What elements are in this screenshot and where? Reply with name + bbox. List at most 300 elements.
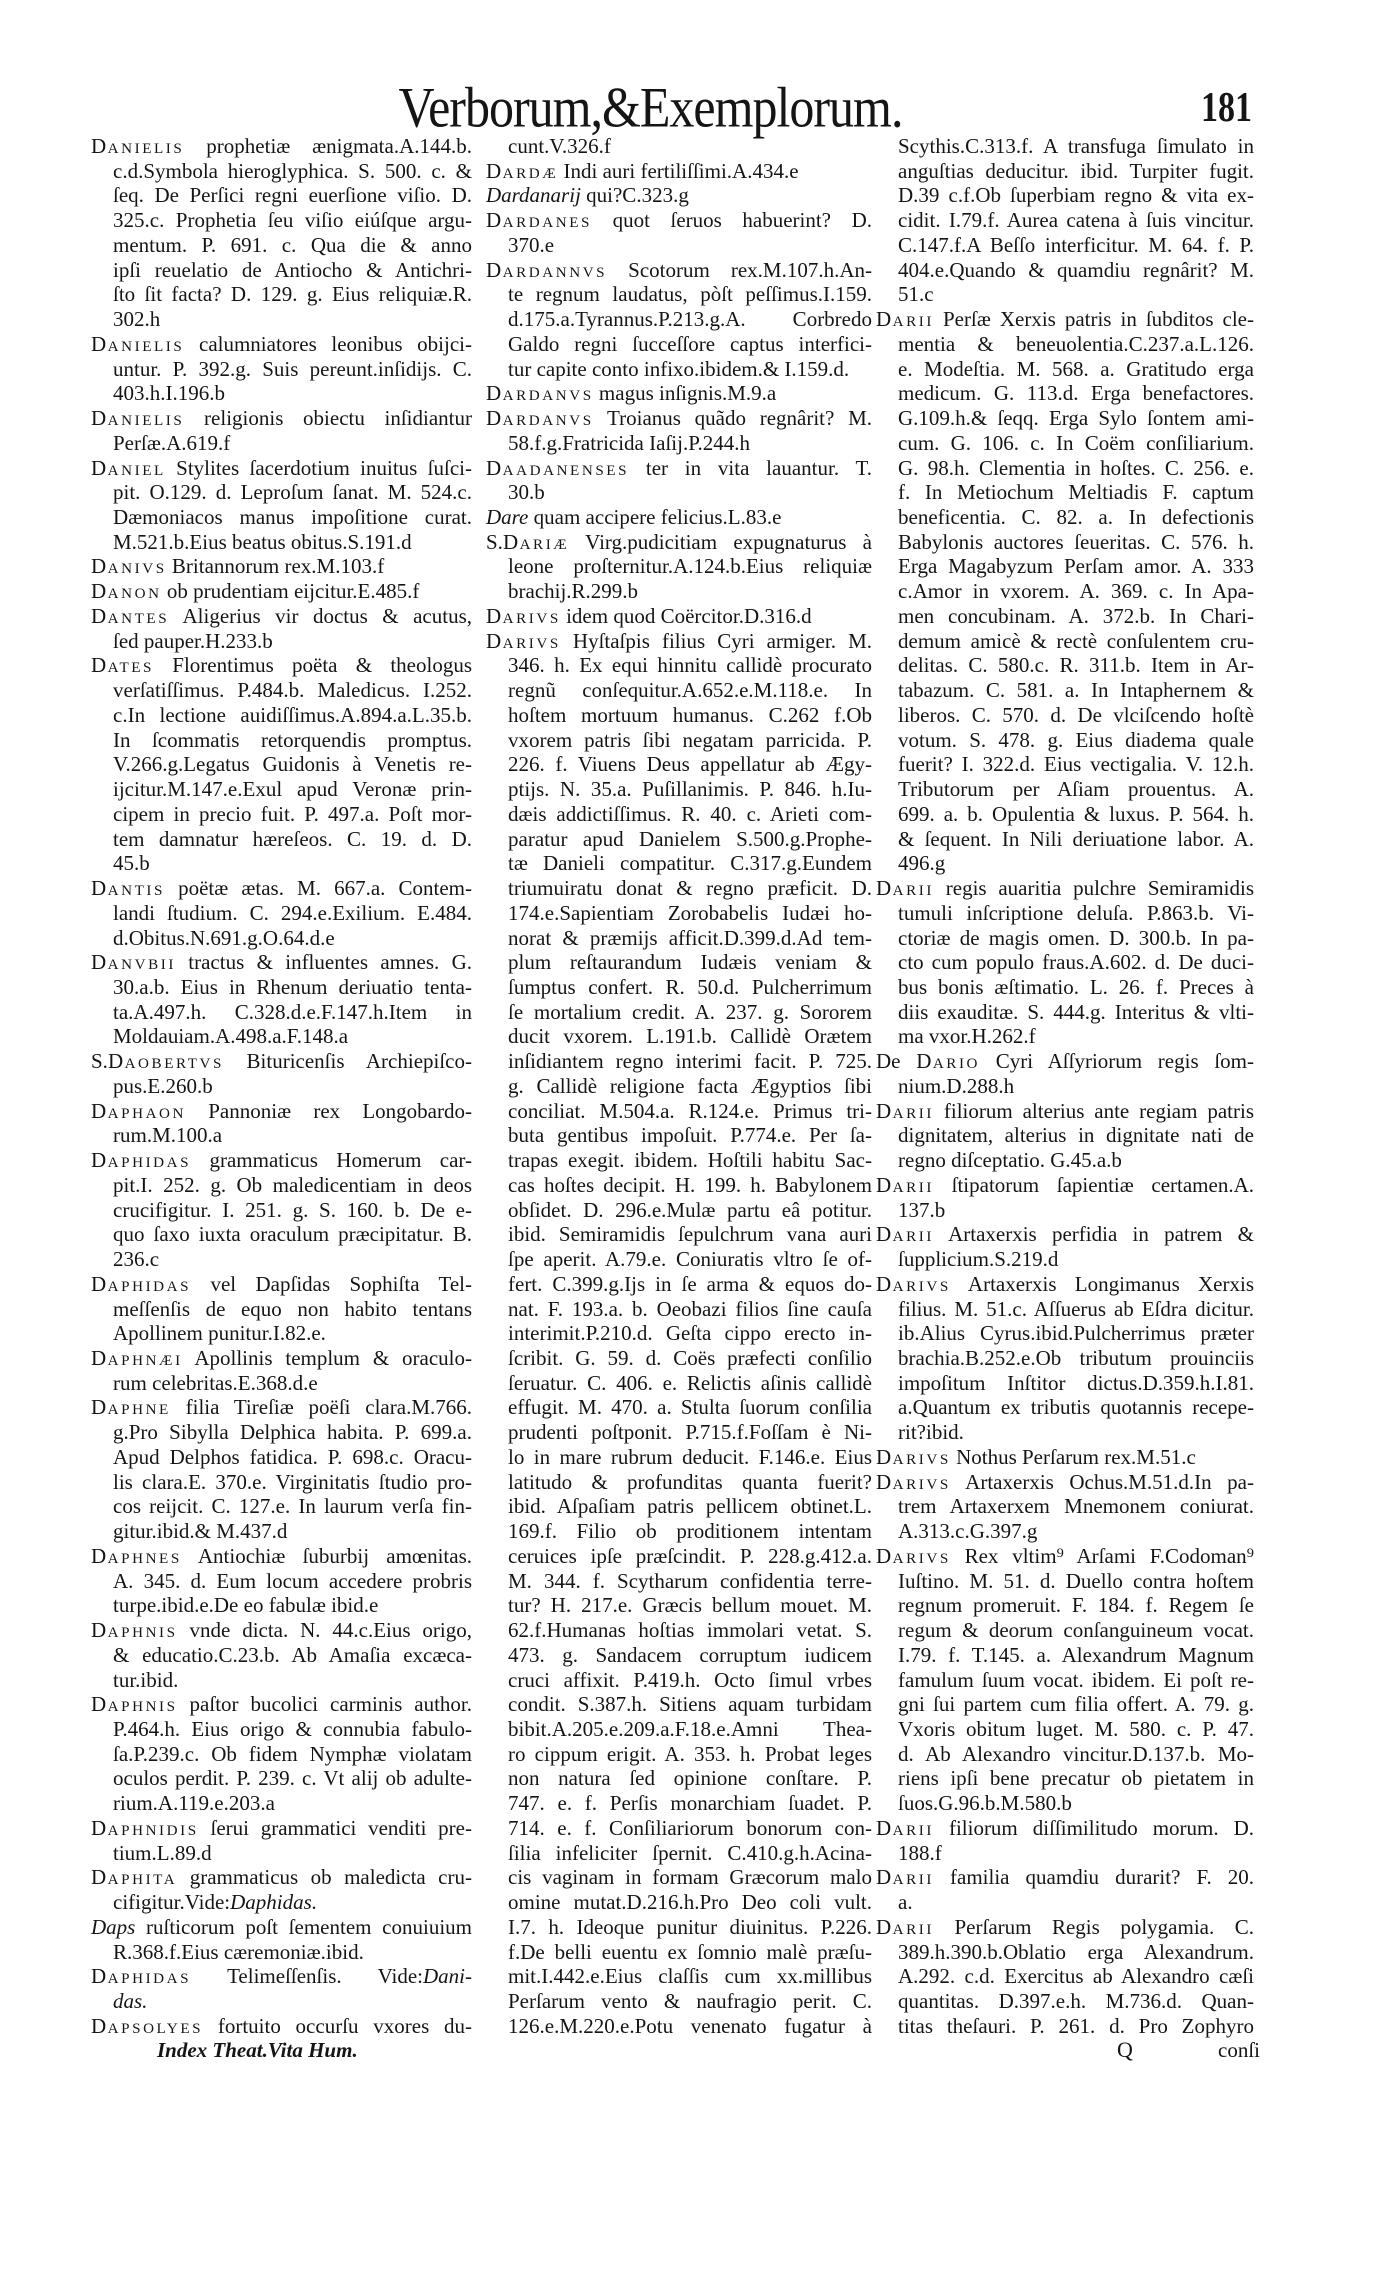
headword: DARDANNVS <box>486 257 608 282</box>
entry-line <box>876 678 1254 703</box>
entry-line-text: DANTIS poëtæ ætas. M. 667.a. Contem- <box>91 876 472 901</box>
entry-line <box>486 1346 872 1371</box>
headword: DANTES <box>91 603 170 628</box>
entry-line <box>876 1766 1254 1791</box>
entry-line-text: DARIVS Hyſtaſpis filius Cyri armiger. M. <box>486 628 872 653</box>
entry-line <box>91 1816 472 1841</box>
entry-line <box>91 183 472 208</box>
entry-line <box>486 1964 872 1989</box>
entry-line-text: filius. M. 51.c. Aſſuerus ab Eſdra dicitur. <box>898 1296 1254 1321</box>
entry-line-text: lis clara.E. 370.e. Virginitatis ſtudio pro- <box>113 1469 472 1494</box>
index-entry <box>91 1049 472 1098</box>
entry-line-text: DAPHNIDIS ſerui grammatici venditi pre- <box>91 1815 472 1840</box>
entry-line <box>876 1717 1254 1742</box>
entry-line-text: rit?ibid. <box>898 1420 964 1445</box>
index-entry <box>486 629 872 2039</box>
entry-line <box>486 1024 872 1049</box>
headword-small-caps: ARII <box>892 314 934 331</box>
entry-line-text: & educatio.C.23.b. Ab Amaſia excæca- <box>113 1642 472 1667</box>
entry-line <box>486 431 872 456</box>
index-entry <box>876 1272 1254 1445</box>
entry-line <box>486 406 872 431</box>
entry-line <box>876 1544 1254 1569</box>
entry-line-text: regno diſceptatio. G.45.a.b <box>898 1148 1122 1173</box>
entry-line <box>91 1940 472 1965</box>
entry-line <box>876 752 1254 777</box>
index-entry <box>486 159 872 184</box>
entry-line <box>91 282 472 307</box>
entry-line <box>486 1865 872 1890</box>
headword: DAPHIDAS <box>91 1964 192 1989</box>
headword-small-caps: APHNES <box>107 1550 182 1567</box>
headword-small-caps: ARII <box>892 1229 934 1246</box>
entry-line <box>876 1940 1254 1965</box>
headword-small-caps: ANIELIS <box>107 413 185 430</box>
entry-line <box>876 1445 1254 1470</box>
index-entry <box>91 1544 472 1618</box>
entry-line <box>91 926 472 951</box>
entry-line-text: 747. e. f. Perſis monarchiam ſuadet. P. <box>508 1791 872 1816</box>
entry-line-text: 62.f.Humanas hoſtias immolari vetat. S. <box>508 1618 872 1643</box>
entry-line <box>91 1470 472 1495</box>
headword: DATES <box>91 653 155 678</box>
entry-line-text: brachia.B.252.e.Ob tributum prouinciis <box>898 1345 1254 1370</box>
entry-line <box>91 554 472 579</box>
entry-line <box>91 505 472 530</box>
entry-line <box>876 1890 1254 1915</box>
entry-line-text: liberos. C. 570. d. De vlciſcendo hoſtè <box>898 702 1254 727</box>
index-entry <box>91 2014 472 2039</box>
headword-small-caps: APSOLYES <box>107 2020 204 2037</box>
entry-line <box>876 1470 1254 1495</box>
entry-line-text: brachij.R.299.b <box>508 579 639 604</box>
entry-line-text: cum. G. 106. c. In Coëm conſiliarium. <box>898 430 1254 455</box>
index-entry <box>486 134 872 159</box>
entry-line-text: S.DARIÆ Virg.pudicitiam expugnaturus à <box>486 529 872 554</box>
entry-line-text: cipem in precio fuit. P. 497.a. Poſt mor- <box>113 801 472 826</box>
entry-line <box>876 1519 1254 1544</box>
entry-line <box>876 1272 1254 1297</box>
entry-line <box>876 1321 1254 1346</box>
entry-line <box>91 1049 472 1074</box>
entry-line-text: DARDÆ Indi auri fertiliſſimi.A.434.e <box>486 158 799 183</box>
italic-term: Daps <box>91 1914 136 1939</box>
entry-line <box>486 332 872 357</box>
index-entry <box>486 604 872 629</box>
entry-line <box>876 876 1254 901</box>
entry-line-text: Apud Delphos fatidica. P. 698.c. Oracu- <box>113 1444 472 1469</box>
entry-line <box>91 456 472 481</box>
entry-line-text: 302.h <box>113 307 161 332</box>
entry-line-text: ſilia infeliciter ſpernit. C.410.g.h.Acina- <box>508 1840 872 1865</box>
index-entry <box>486 381 872 406</box>
entry-line <box>486 1420 872 1445</box>
headword-small-caps: ARDANVS <box>502 388 594 405</box>
entry-line <box>91 1198 472 1223</box>
entry-line-text <box>113 1989 147 2013</box>
entry-line <box>486 827 872 852</box>
entry-line-text: f. In Metiochum Meltiadis F. captum <box>898 480 1254 505</box>
entry-line-text: Babylonis auctores ſeueritas. C. 576. h. <box>898 529 1254 554</box>
headword: DAPHNIDIS <box>91 1815 199 1840</box>
index-entry <box>91 1692 472 1816</box>
headword-small-caps: ARIVS <box>892 1550 951 1567</box>
entry-line <box>486 728 872 753</box>
headword: DAPHIDAS <box>91 1271 192 1296</box>
headword: DANTIS <box>91 876 165 901</box>
entry-line <box>91 1272 472 1297</box>
entry-line-text: DAPHIDAS vel Dapſidas Sophiſta Tel- <box>91 1271 472 1296</box>
headword-small-caps: APHNÆI <box>107 1352 183 1369</box>
entry-line-text: DARII Artaxerxis perfidia in patrem & <box>876 1222 1254 1247</box>
entry-line <box>876 431 1254 456</box>
entry-line <box>486 777 872 802</box>
index-entry <box>91 579 472 604</box>
entry-line-text: rium.A.119.e.203.a <box>113 1791 275 1816</box>
entry-line-text: turpe.ibid.e.De eo fabulæ ibid.e <box>113 1593 379 1618</box>
entry-line-text: regnũ conſequitur.A.652.e.M.118.e. In <box>508 678 872 703</box>
entry-line <box>91 258 472 283</box>
entry-line <box>91 1000 472 1025</box>
entry-line-text: DANIELIS prophetiæ ænigmata.A.144.b. <box>91 134 472 158</box>
entry-line-text: ma vxor.H.262.f <box>898 1024 1036 1049</box>
entry-line-text: tæ Danieli compatitur. C.317.g.Eundem <box>508 851 872 876</box>
entry-line-text: Galdo regni ſucceſſore captus interfici- <box>508 331 872 356</box>
entry-line <box>486 480 872 505</box>
headword: DANIELIS <box>91 331 185 356</box>
entry-line <box>486 233 872 258</box>
entry-line <box>486 1148 872 1173</box>
entry-line <box>486 1173 872 1198</box>
entry-line <box>91 233 472 258</box>
entry-line <box>91 1717 472 1742</box>
entry-line <box>91 406 472 431</box>
entry-line-text: 169.f. Filio ob proditionem intentam <box>508 1519 872 1544</box>
entry-line <box>486 629 872 654</box>
entry-line <box>876 1000 1254 1025</box>
entry-line-text: fuerit? I. 322.d. Eius vectigalia. V. 12.h. <box>898 752 1254 777</box>
entry-line <box>876 703 1254 728</box>
entry-line <box>486 1593 872 1618</box>
entry-line-text: DARIVS Artaxerxis Ochus.M.51.d.In pa- <box>876 1469 1254 1494</box>
headword-small-caps: ANON <box>107 586 162 603</box>
entry-line-text: latitudo & profunditas quanta fuerit? <box>508 1469 872 1494</box>
entry-line-text: dæis addictiſſimus. R. 40. c. Arieti com- <box>508 801 872 826</box>
entry-line-text: c.In lectione auidiſſimus.A.894.a.L.35.b. <box>113 702 472 727</box>
entry-line <box>91 579 472 604</box>
index-entry <box>91 456 472 555</box>
entry-line <box>486 159 872 184</box>
entry-line-text: pit.I. 252. g. Ob maledicentiam in deos <box>113 1172 472 1197</box>
headword-small-caps: ARII <box>892 1921 934 1938</box>
headword-small-caps: ARII <box>892 1872 934 1889</box>
entry-line <box>91 604 472 629</box>
entry-line-text: tem damnatur hæreſeos. C. 19. d. D. <box>113 826 472 851</box>
entry-line-text: DANTES Aligerius vir doctus & acutus, <box>91 603 472 628</box>
entry-line-text: DAPHITA grammaticus ob maledicta cru- <box>91 1865 472 1890</box>
headword-small-caps: ARIVS <box>892 1451 951 1468</box>
entry-line-text: A.292. c.d. Exercitus ab Alexandro cæſi <box>898 1964 1254 1989</box>
entry-line-text: 496.g <box>898 851 946 876</box>
headword-small-caps: ARDANNVS <box>502 264 608 281</box>
entry-line <box>486 1841 872 1866</box>
entry-line <box>876 1371 1254 1396</box>
headword: DANIVS <box>91 554 167 579</box>
headword: DAPHNÆI <box>91 1345 183 1370</box>
entry-line-text: omine mutat.D.216.h.Pro Deo coli vult. <box>508 1890 872 1915</box>
entry-line-text: 226. f. Viuens Deus appellatur ab Ægy- <box>508 752 872 777</box>
entry-line <box>91 1989 472 2014</box>
entry-line <box>876 1742 1254 1767</box>
entry-line-text: pus.E.260.b <box>113 1073 213 1098</box>
index-entry <box>876 1865 1254 1914</box>
entry-line-text: 389.h.390.b.Oblatio erga Alexandrum. <box>898 1939 1254 1964</box>
entry-line <box>91 1494 472 1519</box>
entry-line <box>876 208 1254 233</box>
entry-line <box>876 1964 1254 1989</box>
index-entry <box>876 876 1254 1049</box>
entry-line <box>486 1099 872 1124</box>
entry-line-text: G.109.h.& ſeqq. Erga Sylo ſontem ami- <box>898 406 1254 431</box>
headword-small-caps: ARIÆ <box>519 536 570 553</box>
entry-line-text: cas hoſtes decipit. H. 199. h. Babylonem <box>508 1172 872 1197</box>
entry-line <box>91 678 472 703</box>
entry-line <box>91 1519 472 1544</box>
entry-line <box>91 1643 472 1668</box>
entry-line-text: verſatiſſimus. P.484.b. Maledicus. I.252. <box>113 678 472 703</box>
entry-line-text: tium.L.89.d <box>113 1840 212 1865</box>
entry-line-text: g.Pro Sibylla Delphica habita. P. 699.a. <box>113 1420 472 1445</box>
entry-line-text: a. <box>898 1890 913 1915</box>
entry-line-text: DARIVS Rex vltim⁹ Arſami F.Codoman⁹ <box>876 1543 1254 1568</box>
entry-line-text: ibid. Semiramidis ſepulchrum vana auri <box>508 1222 872 1247</box>
headword: DAPHNES <box>91 1543 182 1568</box>
entry-line-text: mit.I.442.e.Eius claſſis cum xx.millibus <box>508 1964 872 1989</box>
index-entry <box>91 950 472 1049</box>
headword: DAPHNIS <box>91 1618 178 1643</box>
entry-line-text: a.Quantum ex tributis quotannis recepe- <box>898 1395 1254 1420</box>
headword-small-caps: APHIDAS <box>107 1971 192 1988</box>
entry-line-text: diis exauditæ. S. 444.g. Interitus & vlti- <box>898 999 1254 1024</box>
signature-mark: Q <box>1117 2037 1133 2062</box>
index-entry <box>91 134 472 332</box>
index-entry <box>876 134 1254 307</box>
entry-line <box>91 1841 472 1866</box>
entry-line <box>486 1000 872 1025</box>
entry-line-text: cto cum populo fraus.A.602. d. De duci- <box>898 950 1254 975</box>
entry-line <box>876 802 1254 827</box>
entry-line <box>91 2014 472 2039</box>
entry-line <box>91 777 472 802</box>
entry-line <box>876 183 1254 208</box>
entry-line-text: ibid. Aſpaſiam patris pellicem obtinet.L. <box>508 1494 872 1519</box>
headword: DAADANENSES <box>486 455 630 480</box>
entry-line <box>876 1989 1254 2014</box>
entry-line-text: rum celebritas.E.368.d.e <box>113 1370 318 1395</box>
entry-line-text: quantitas. D.397.e.h. M.736.d. Quan- <box>898 1989 1254 2014</box>
entry-line <box>486 1890 872 1915</box>
entry-line-text: obſidet. D. 296.e.Mulæ partu eâ potitur. <box>508 1197 872 1222</box>
entry-line <box>91 480 472 505</box>
entry-line-text: untur. P. 392.g. Suis pereunt.inſidijs. C. <box>113 356 472 381</box>
entry-line-text: Tributorum per Aſiam prouentus. A. <box>898 777 1254 802</box>
entry-line <box>91 381 472 406</box>
entry-line <box>91 1074 472 1099</box>
index-entry <box>91 406 472 455</box>
entry-line-text: A. 345. d. Eum locum accedere probris <box>113 1568 472 1593</box>
headword: DARII <box>876 1172 934 1197</box>
entry-line <box>91 1618 472 1643</box>
entry-line <box>876 332 1254 357</box>
entry-line <box>876 926 1254 951</box>
entry-line-text: DARII ſtipatorum ſapientiæ certamen.A. <box>876 1172 1254 1197</box>
headword: DARDÆ <box>486 158 559 183</box>
entry-line <box>876 728 1254 753</box>
entry-line <box>876 233 1254 258</box>
entry-line <box>486 282 872 307</box>
headword: DARDANES <box>486 208 592 233</box>
headword: DAPHNE <box>91 1395 171 1420</box>
entry-line <box>486 357 872 382</box>
entry-line-text: ſcribit. G. 59. d. Coës præfecti conſilio <box>508 1345 872 1370</box>
index-entry <box>91 604 472 653</box>
entry-line <box>876 505 1254 530</box>
entry-line <box>486 530 872 555</box>
italic-term: Dani- <box>423 1964 472 1989</box>
entry-line <box>876 851 1254 876</box>
entry-line <box>876 1494 1254 1519</box>
entry-line <box>91 752 472 777</box>
entry-line <box>91 1964 472 1989</box>
entry-line <box>91 1420 472 1445</box>
entry-line <box>91 1865 472 1890</box>
entry-line <box>876 357 1254 382</box>
entry-line-text: e. Modeſtia. M. 568. a. Gratitudo erga <box>898 356 1254 381</box>
entry-line-text: titas theſauri. P. 261. d. Pro Zophyro <box>898 2013 1254 2038</box>
entry-line <box>91 530 472 555</box>
headword-small-caps: ATES <box>107 660 155 677</box>
entry-line <box>876 530 1254 555</box>
entry-line-text: C.147.f.A Beſſo interficitur. M. 64. f. P. <box>898 232 1254 257</box>
headword-small-caps: AOBERTVS <box>124 1056 224 1073</box>
entry-line <box>486 2014 872 2039</box>
entry-line-text: DATES Florentimus poëta & theologus <box>91 653 472 678</box>
entry-line <box>486 752 872 777</box>
entry-line-text: ducit vxorem. L.191.b. Callidè Orætem <box>508 1024 872 1049</box>
headword: DAOBERTVS <box>107 1049 224 1074</box>
page-number: 181 <box>1201 84 1252 131</box>
entry-line-text: pit. O.129. d. Leproſum ſanat. M. 524.c. <box>113 480 472 505</box>
entry-line <box>486 802 872 827</box>
entry-line <box>91 703 472 728</box>
entry-line <box>91 1297 472 1322</box>
entry-line <box>876 1074 1254 1099</box>
entry-line <box>486 604 872 629</box>
entry-line-text: 137.b <box>898 1197 946 1222</box>
entry-line-text: cos reijcit. C. 127.e. In laurum verſa fin- <box>113 1494 472 1519</box>
entry-line <box>876 653 1254 678</box>
entry-line-text: ijcitur.M.147.e.Exul apud Veronæ prin- <box>113 777 472 802</box>
entry-line-text: DAPHNÆI Apollinis templum & oraculo- <box>91 1345 472 1370</box>
entry-line-text: G. 98.h. Clementia in hoſtes. C. 256. e. <box>898 455 1254 480</box>
entry-line-text: ſto ſit facta? D. 129. g. Eius reliquiæ.R. <box>113 282 472 307</box>
entry-line-text: DARDANVS Troianus quãdo regnârit? M. <box>486 406 872 431</box>
entry-line <box>91 1766 472 1791</box>
entry-line <box>486 1643 872 1668</box>
headword: DARIÆ <box>502 529 570 554</box>
headword-small-caps: ANTIS <box>107 883 165 900</box>
headword-small-caps: ANVBII <box>107 957 176 974</box>
headword-small-caps: APHITA <box>107 1872 178 1889</box>
entry-line <box>876 901 1254 926</box>
entry-line-text: gni ſui partem cum filia offert. A. 79. g. <box>898 1692 1254 1717</box>
italic-term: Dardanarij <box>486 183 581 208</box>
entry-line <box>876 1395 1254 1420</box>
entry-line-text: d. Ab Alexandro vincitur.D.137.b. Mo- <box>898 1741 1254 1766</box>
entry-line-text: regnum promeruit. F. 184. f. Regem ſe <box>898 1593 1254 1618</box>
entry-line-text: ſe mortalium credit. A. 237. g. Sororem <box>508 999 872 1024</box>
entry-line-text: & ſequent. In Nili deriuatione labor. A. <box>898 826 1254 851</box>
entry-line <box>876 604 1254 629</box>
entry-line <box>876 456 1254 481</box>
entry-line-text: bus bonis æſtimatio. L. 26. f. Preces à <box>898 974 1254 999</box>
headword-small-caps: ANIEL <box>107 462 166 479</box>
headword: DARIVS <box>486 603 561 628</box>
entry-line <box>91 1915 472 1940</box>
entry-line-text: effugit. M. 470. a. Stulta ſuorum conſilia <box>508 1395 872 1420</box>
entry-line-text: 404.e.Quando & quamdiu regnârit? M. <box>898 257 1254 282</box>
entry-line-text: c.Amor in vxorem. A. 369. c. In Apa- <box>898 579 1254 604</box>
entry-line-text: trem Artaxerxem Mnemonem coniurat. <box>898 1494 1254 1519</box>
entry-line-text: DARIVS idem quod Coërcitor.D.316.d <box>486 603 812 628</box>
entry-line <box>876 554 1254 579</box>
entry-line-text: DARII Perſarum Regis polygamia. C. <box>876 1914 1254 1939</box>
entry-line-text: DARDANNVS Scotorum rex.M.107.h.An- <box>486 257 872 282</box>
index-entry <box>876 1445 1254 1470</box>
entry-line <box>876 1618 1254 1643</box>
headword: DARIVS <box>876 1543 951 1568</box>
entry-line <box>486 1915 872 1940</box>
footer-running-title: Index Theat.Vita Hum. <box>157 2038 358 2062</box>
entry-line-text: 126.e.M.220.e.Potu venenato fugatur à <box>508 2013 872 2038</box>
headword: DARIO <box>916 1049 981 1074</box>
entry-line-text: cifigitur.Vide:Daphidas. <box>113 1890 318 1915</box>
entry-line <box>486 851 872 876</box>
entry-line <box>876 777 1254 802</box>
entry-line-text: Dare quam accipere felicius.L.83.e <box>486 505 782 530</box>
entry-line <box>486 703 872 728</box>
headword: DARIVS <box>876 1444 951 1469</box>
entry-line-text: buta gentibus impoſuit. P.774.e. Per ſa- <box>508 1123 872 1148</box>
entry-line <box>876 1841 1254 1866</box>
entry-line-text: te regnum laudatus, pòſt peſſimus.I.159. <box>508 282 872 307</box>
entry-line <box>876 1915 1254 1940</box>
entry-line <box>91 332 472 357</box>
entry-line <box>486 653 872 678</box>
index-entry <box>91 1099 472 1148</box>
entry-line-text: DARII regis auaritia pulchre Semiramidis <box>876 876 1254 901</box>
entry-line-text: conciliat. M.504.a. R.124.e. Primus tri- <box>508 1098 872 1123</box>
entry-line <box>91 728 472 753</box>
entry-line-text: 346. h. Ex equi hinnitu callidè procurato <box>508 653 872 678</box>
entry-line-text: medicum. G. 113.d. Erga benefactores. <box>898 381 1254 406</box>
entry-line-text: mentia & beneuolentia.C.237.a.L.126. <box>898 331 1254 356</box>
entry-line <box>486 1371 872 1396</box>
entry-line-text: rum.M.100.a <box>113 1123 223 1148</box>
index-entry <box>486 406 872 455</box>
entry-line-text: ſa.P.239.c. Ob fidem Nymphæ violatam <box>113 1741 472 1766</box>
entry-line <box>876 1420 1254 1445</box>
